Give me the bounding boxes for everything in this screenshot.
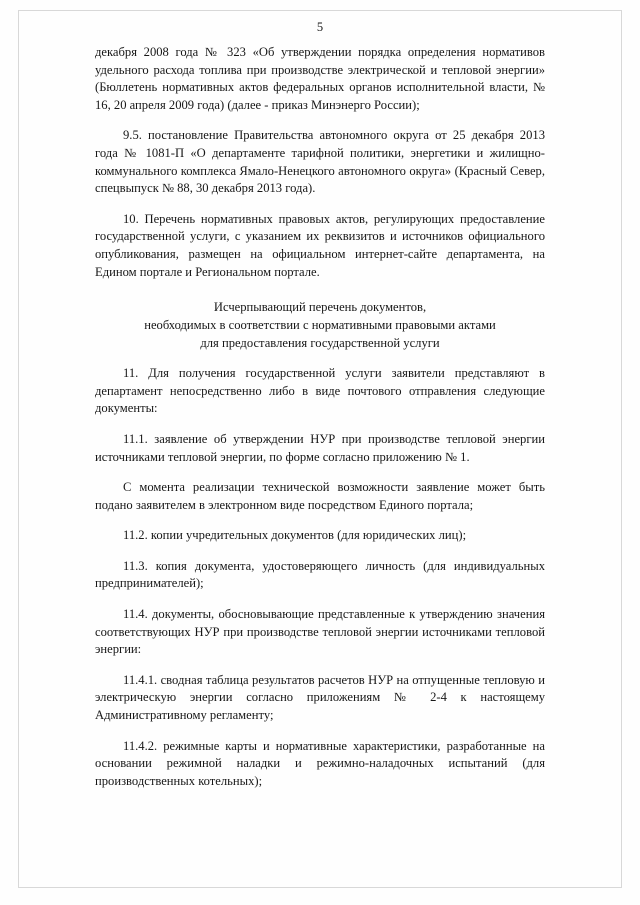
paragraph-11-4-1: 11.4.1. сводная таблица результатов расчетов НУР на отпущенные тепловую и электрическую энергии согласно приложениям № 2-4 к настоящему Административному регламенту; xyxy=(95,672,545,723)
paragraph-11-4-2: 11.4.2. режимные карты и нормативные характеристики, разработанные на основании режимной наладки и режимно-наладочных испытаний (для производственных котельных); xyxy=(95,738,545,788)
paragraph-11-1: 11.1. заявление об утверждении НУР при производстве тепловой энергии источниками тепловой энергии, по форме согласно приложению № 1. xyxy=(95,431,545,464)
section-heading-line-3: для предоставления государственной услуги xyxy=(200,336,440,351)
paragraph-1: декабря 2008 года № 323 «Об утверждении порядка определения нормативов удельного расхода топлива при производстве электрической и тепловой энергии» (Бюллетень нормативных актов федеральных органов исполнительной власти, № 16, 20 апреля 2009 года) (далее - приказ Минэнерго России); xyxy=(95,45,545,112)
document-body xyxy=(95,44,545,790)
paragraph-11: 11. Для получения государственной услуги заявители представляют в департамент непосредственно либо в виде почтового отправления следующие документы: xyxy=(95,366,545,416)
paragraph-11-1-note: С момента реализации технической возможности заявление может быть подано заявителем в электронном виде посредством Единого портала; xyxy=(95,480,545,512)
paragraph-11-2: 11.2. копии учредительных документов (для юридических лиц); xyxy=(123,528,467,543)
paragraph-11-4: 11.4. документы, обосновывающие представленные к утверждению значения соответствующих НУР при производстве тепловой энергии источниками тепловой энергии: xyxy=(95,607,545,657)
paragraph-11-3: 11.3. копия документа, удостоверяющего личность (для индивидуальных предпринимателей); xyxy=(95,558,545,591)
section-heading xyxy=(95,298,545,352)
paragraph-10: 10. Перечень нормативных правовых актов, регулирующих предоставление государственной услуги, с указанием их реквизитов и источников официального опубликования, размещен на официальном интернет-сайте департамента, на Едином портале и Региональном портале. xyxy=(95,211,545,279)
section-heading-line-2: необходимых в соответствии с нормативными правовыми актами xyxy=(144,318,496,333)
page-number: 5 xyxy=(316,20,324,34)
paragraph-9-5: 9.5. постановление Правительства автономного округа от 25 декабря 2013 года № 1081-П «О департаменте тарифной политики, энергетики и жилищно-коммунального комплекса Ямало-Ненецкого автономного округа» (Красный Север, спецвыпуск № 88, 30 декабря 2013 года). xyxy=(95,128,545,196)
section-heading-line-1: Исчерпывающий перечень документов, xyxy=(213,300,427,315)
